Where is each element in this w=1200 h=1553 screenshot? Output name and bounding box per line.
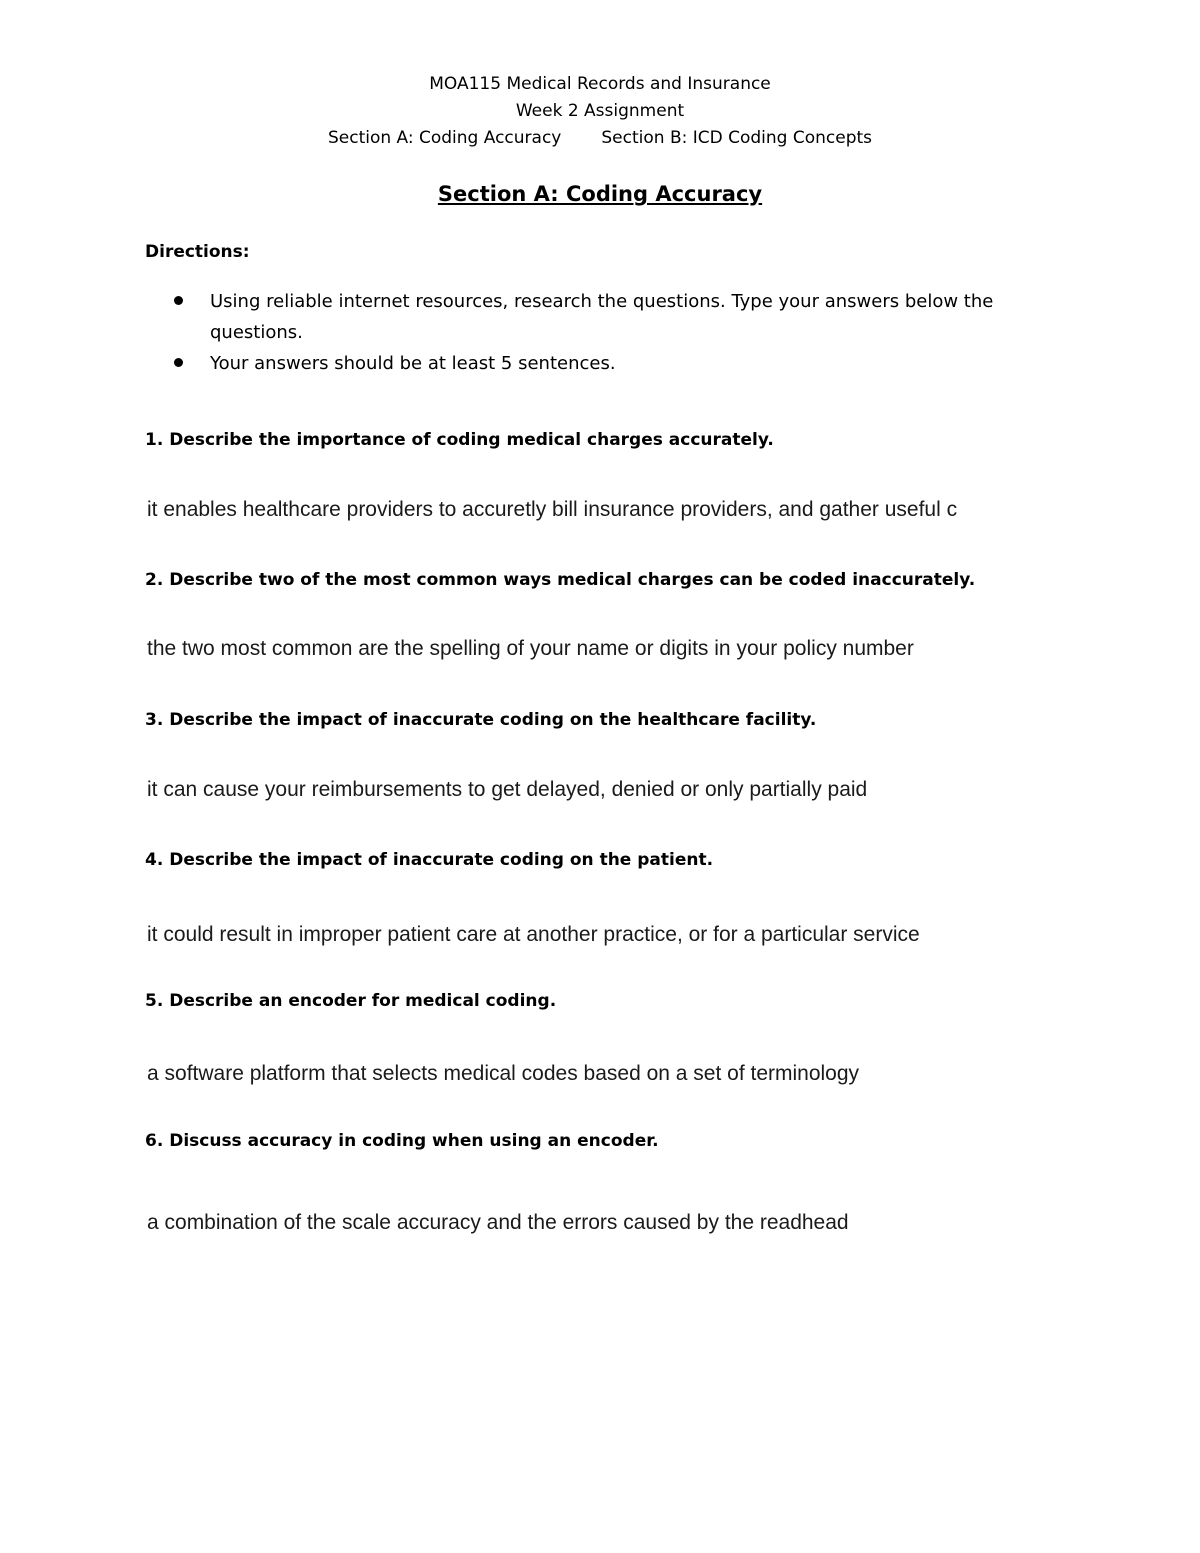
question-6: 6. Discuss accuracy in coding when using an encoder. — [145, 1131, 659, 1151]
direction-text: Using reliable internet resources, research the questions. Type your answers below the questions. — [210, 291, 994, 343]
answer-3: it can cause your reimbursements to get delayed, denied or only partially paid — [147, 778, 868, 801]
answer-4: it could result in improper patient care at another practice, or for a particular service — [147, 923, 920, 946]
answer-5: a software platform that selects medical codes based on a set of terminology — [147, 1062, 860, 1085]
question-5: 5. Describe an encoder for medical coding. — [145, 991, 557, 1011]
answer-6: a combination of the scale accuracy and the errors caused by the readhead — [147, 1211, 849, 1234]
directions-list — [174, 286, 1074, 379]
section-a-label: Section A: Coding Accuracy — [327, 128, 562, 148]
section-b-label: Section B: ICD Coding Concepts — [601, 128, 873, 148]
list-item — [174, 348, 1074, 379]
assignment-title: Week 2 Assignment — [515, 101, 685, 121]
question-4: 4. Describe the impact of inaccurate coding on the patient. — [145, 850, 714, 870]
sections-line — [0, 126, 1200, 150]
question-2: 2. Describe two of the most common ways medical charges can be coded inaccurately. — [145, 570, 976, 590]
direction-text: Your answers should be at least 5 sentences. — [210, 353, 616, 374]
course-title: MOA115 Medical Records and Insurance — [429, 74, 771, 94]
directions-label: Directions: — [145, 242, 250, 262]
list-item — [174, 286, 1074, 348]
bullet-icon — [174, 358, 183, 367]
answer-1: it enables healthcare providers to accuretly bill insurance providers, and gather useful c — [147, 498, 958, 521]
answer-2: the two most common are the spelling of your name or digits in your policy number — [147, 637, 914, 660]
question-3: 3. Describe the impact of inaccurate coding on the healthcare facility. — [145, 710, 817, 730]
section-heading: Section A: Coding Accuracy — [437, 182, 763, 206]
bullet-icon — [174, 296, 183, 305]
question-1: 1. Describe the importance of coding medical charges accurately. — [145, 430, 774, 450]
